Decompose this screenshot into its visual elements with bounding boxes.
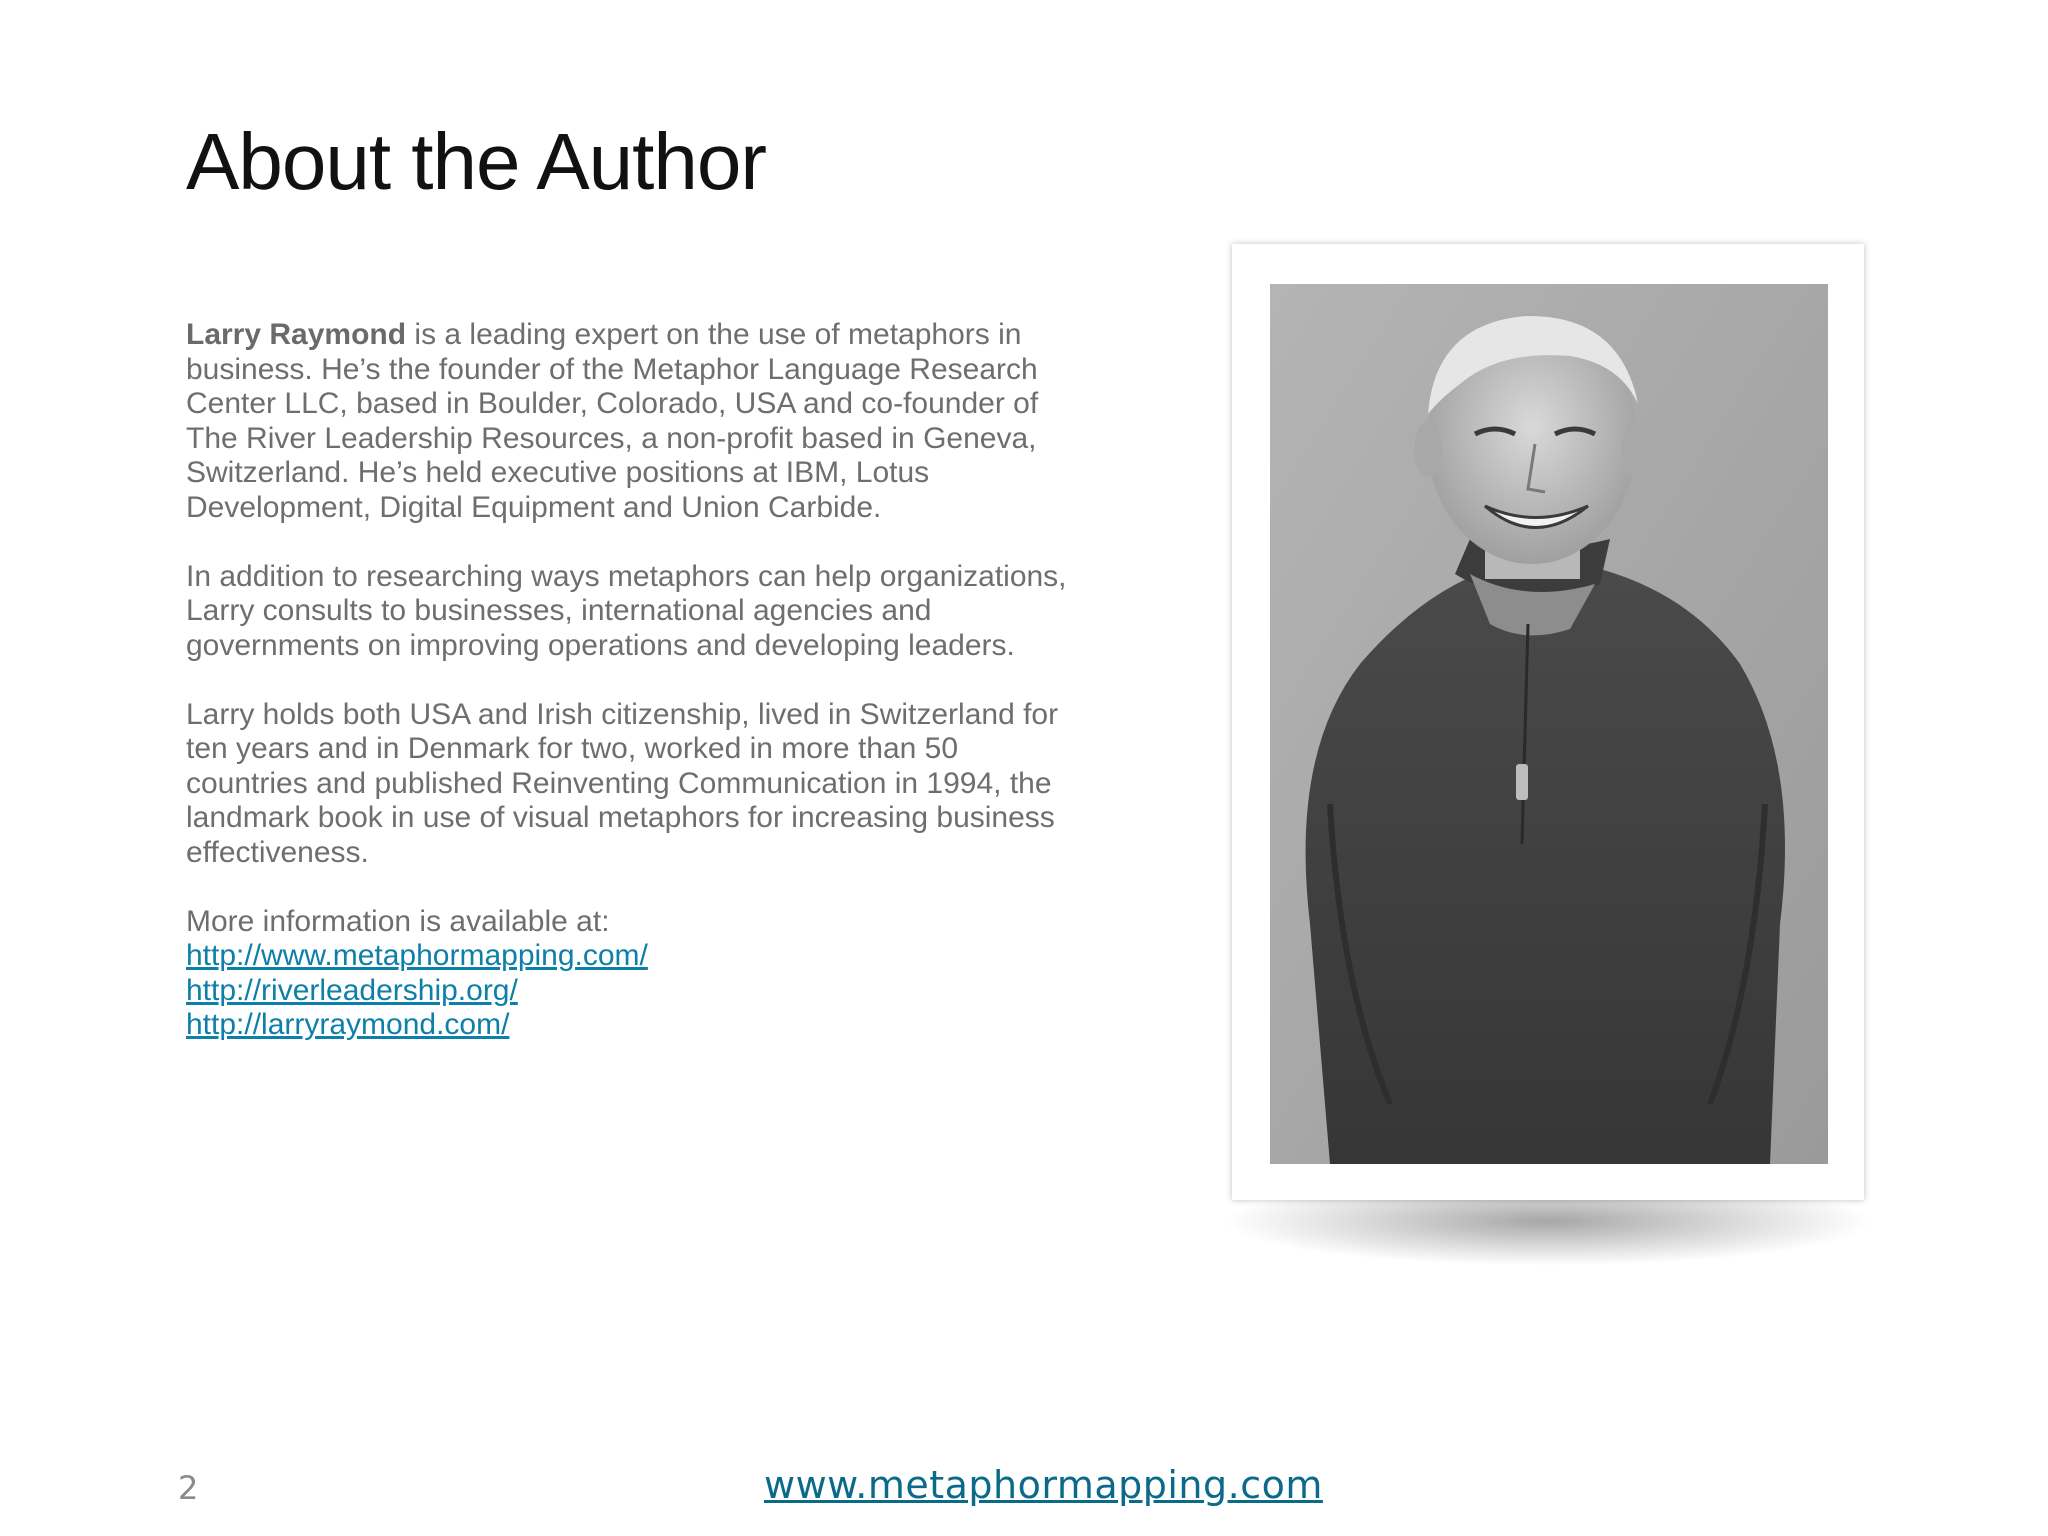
link-larryraymond[interactable]: http://larryraymond.com/ — [186, 1008, 510, 1041]
link-metaphormapping[interactable]: http://www.metaphormapping.com/ — [186, 939, 648, 972]
page-number: 2 — [178, 1469, 199, 1507]
author-name: Larry Raymond — [186, 318, 407, 351]
more-info-label: More information is available at: — [186, 904, 610, 938]
link-riverleadership[interactable]: http://riverleadership.org/ — [186, 973, 518, 1007]
author-bio — [186, 318, 1086, 1043]
bio-paragraph-3: Larry holds both USA and Irish citizenship, lived in Switzerland for ten years and in Denmark for two, worked in more than 50 countries and published Reinventing Communication in 1994, the landmark book in use of visual metaphors for increasing business effectiveness. — [186, 697, 1059, 869]
author-portrait-icon — [1270, 284, 1828, 1164]
bio-paragraph-1-text: is a leading expert on the use of metaphors in business. He’s the founder of the Metaphor Language Research Center LLC, based in Boulder, Colorado, USA and co-founder of The River Leadership Resources, a non-profit based in Geneva, Switzerland. He’s held executive positions at IBM, Lotus Development, Digital Equipment and Union Carbide. — [186, 318, 1039, 524]
author-photo — [1270, 284, 1828, 1164]
slide-title: About the Author — [186, 117, 767, 206]
bio-paragraph-2: In addition to researching ways metaphors can help organizations, Larry consults to businesses, international agencies and governments on improving operations and developing leaders. — [186, 559, 1067, 662]
bio-paragraph-1 — [186, 318, 1086, 525]
more-info-block — [186, 905, 1086, 1043]
footer-website-link[interactable]: www.metaphormapping.com — [764, 1463, 1323, 1507]
